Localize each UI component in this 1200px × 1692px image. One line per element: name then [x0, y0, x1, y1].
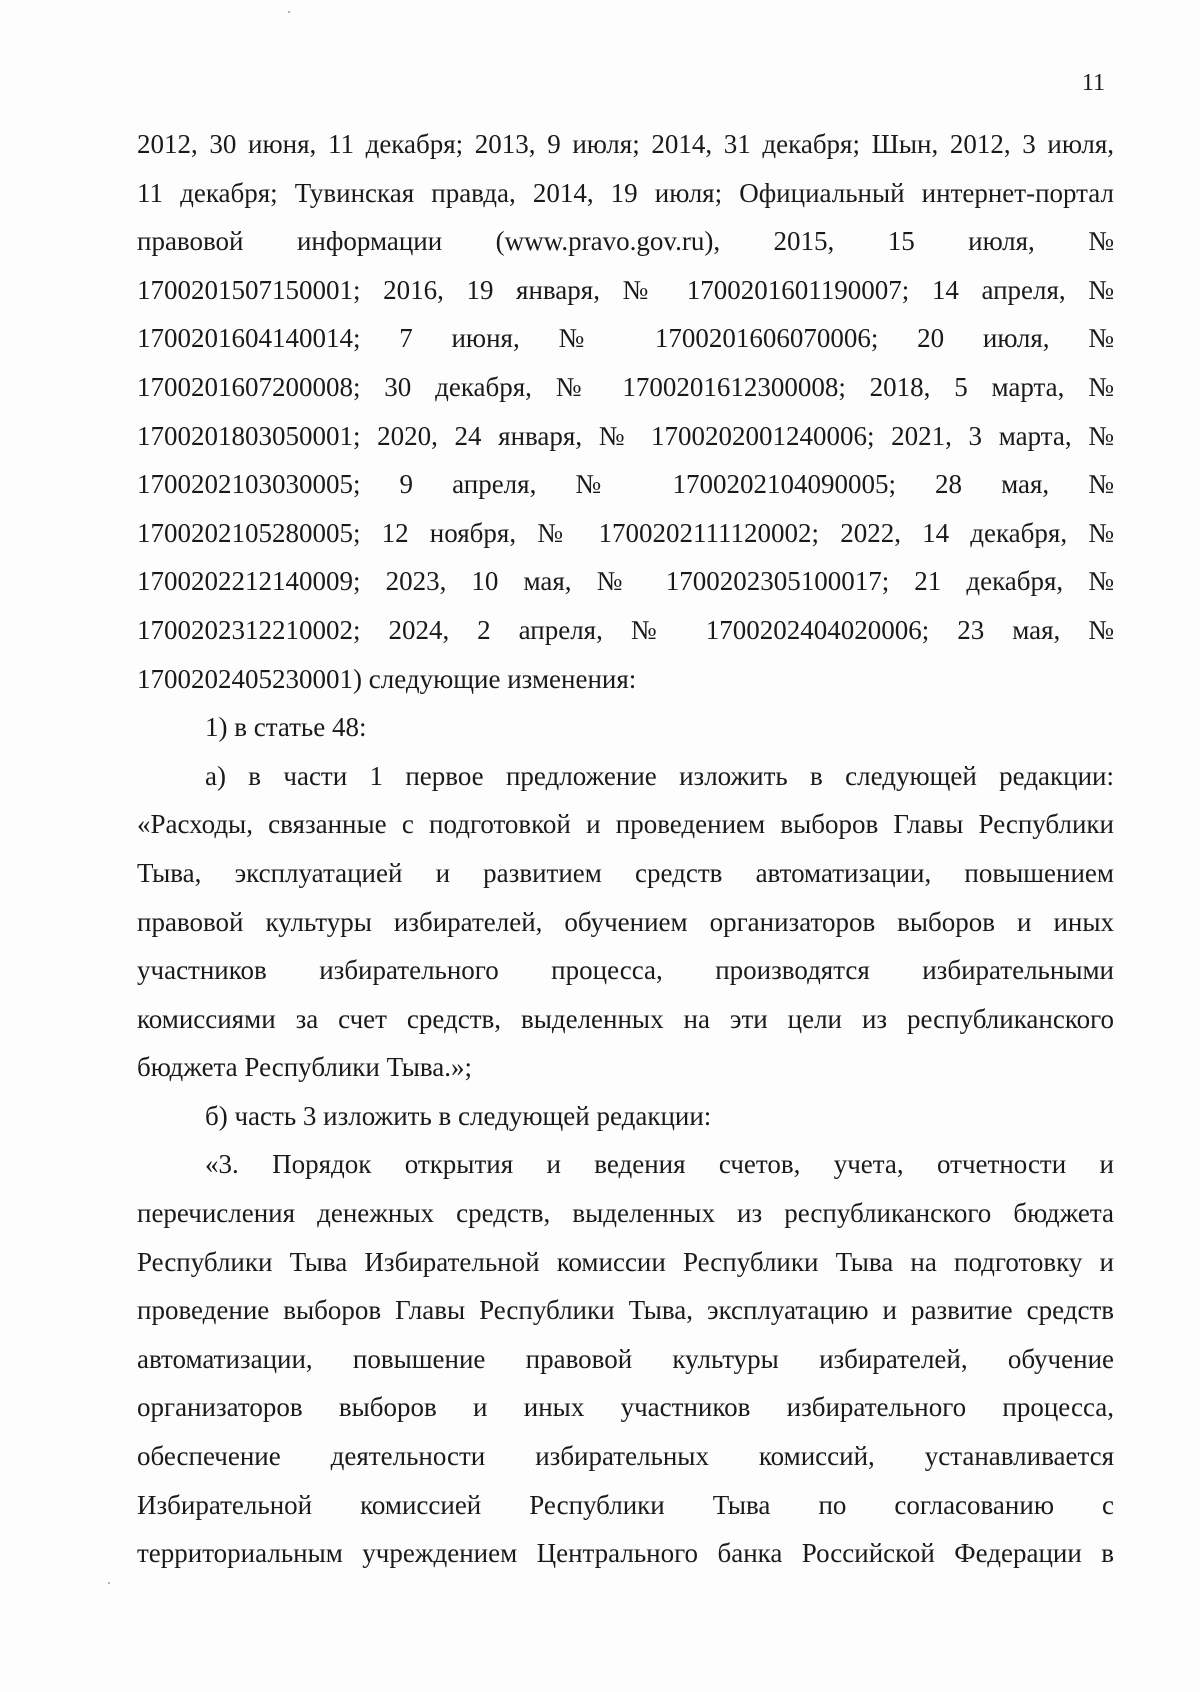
- text-line: 1700202405230001) следующие изменения:: [137, 663, 637, 694]
- text-line: правовой культуры избирателей, обучением организаторов выборов и иных: [137, 906, 1114, 937]
- text-line: 1700201507150001; 2016, 19 января, № 1700201601190007; 14 апреля, №: [137, 274, 1114, 305]
- scan-artifact: [108, 1582, 110, 1584]
- text-line: автоматизации, повышение правовой культуры избирателей, обучение: [137, 1343, 1114, 1374]
- text-line: 11 декабря; Тувинская правда, 2014, 19 июля; Официальный интернет-портал: [137, 177, 1114, 208]
- text-line: правовой информации (www.pravo.gov.ru), 2015, 15 июля, №: [137, 226, 1114, 257]
- text-line: проведение выборов Главы Республики Тыва, эксплуатацию и развитие средств: [137, 1295, 1114, 1326]
- text-line: организаторов выборов и иных участников избирательного процесса,: [137, 1392, 1114, 1423]
- text-line: комиссиями за счет средств, выделенных на эти цели из республиканского: [137, 1003, 1114, 1034]
- text-line: Избирательной комиссией Республики Тыва по согласованию с: [137, 1489, 1114, 1520]
- text-line: обеспечение деятельности избирательных комиссий, устанавливается: [137, 1441, 1114, 1472]
- text-line: 1700202212140009; 2023, 10 мая, № 1700202305100017; 21 декабря, №: [137, 566, 1114, 597]
- document-body: [137, 120, 1114, 1578]
- text-line: перечисления денежных средств, выделенных из республиканского бюджета: [137, 1198, 1114, 1229]
- text-line: 1) в статье 48:: [205, 712, 367, 743]
- text-line: «3. Порядок открытия и ведения счетов, учета, отчетности и: [205, 1149, 1114, 1180]
- text-line: 1700202312210002; 2024, 2 апреля, № 1700202404020006; 23 мая, №: [137, 614, 1114, 645]
- text-line: участников избирательного процесса, производятся избирательными: [137, 955, 1114, 986]
- text-line: Тыва, эксплуатацией и развитием средств автоматизации, повышением: [137, 857, 1114, 888]
- text-line: территориальным учреждением Центрального банка Российской Федерации в: [137, 1538, 1114, 1569]
- text-line: 1700201607200008; 30 декабря, № 1700201612300008; 2018, 5 марта, №: [137, 371, 1114, 402]
- text-line: 1700202103030005; 9 апреля, № 1700202104090005; 28 мая, №: [137, 469, 1114, 500]
- text-line: бюджета Республики Тыва.»;: [137, 1052, 473, 1083]
- text-line: 1700202105280005; 12 ноября, № 1700202111120002; 2022, 14 декабря, №: [137, 517, 1114, 548]
- text-line: а) в части 1 первое предложение изложить в следующей редакции:: [205, 760, 1114, 791]
- text-line: 1700201604140014; 7 июня, № 1700201606070006; 20 июля, №: [137, 323, 1114, 354]
- text-line: 1700201803050001; 2020, 24 января, № 1700202001240006; 2021, 3 марта, №: [137, 420, 1114, 451]
- text-line: «Расходы, связанные с подготовкой и проведением выборов Главы Республики: [137, 809, 1114, 840]
- page-number: 11: [1081, 70, 1105, 96]
- text-line: 2012, 30 июня, 11 декабря; 2013, 9 июля; 2014, 31 декабря; Шын, 2012, 3 июля,: [137, 129, 1114, 159]
- text-line: Республики Тыва Избирательной комиссии Республики Тыва на подготовку и: [137, 1246, 1114, 1277]
- text-line: б) часть 3 изложить в следующей редакции:: [205, 1100, 712, 1131]
- scan-artifact: [288, 11, 290, 13]
